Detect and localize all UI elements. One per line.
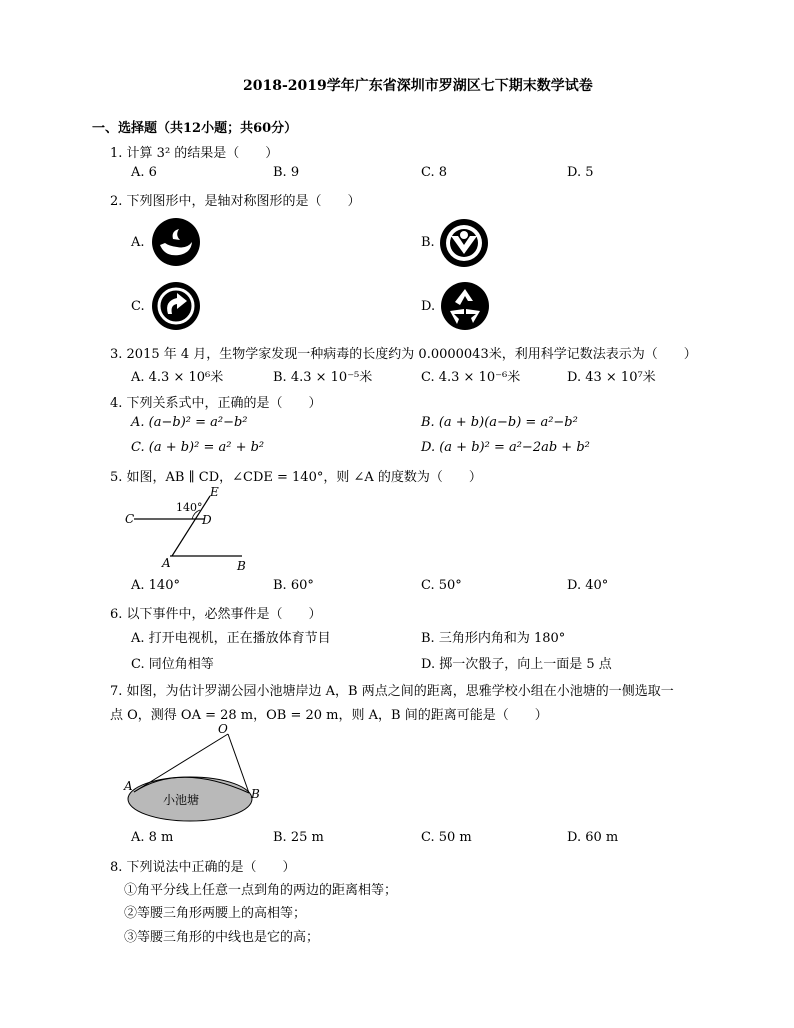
q7-label-o: O xyxy=(218,722,228,736)
q7-option-c: C. 50 m xyxy=(421,830,472,845)
q7-pond-label: 小池塘 xyxy=(163,793,200,807)
q6-option-c: C. 同位角相等 xyxy=(131,657,214,672)
question-1-stem: 1. 计算 3² 的结果是（ ） xyxy=(110,146,279,161)
question-5-stem: 5. 如图，AB ∥ CD，∠CDE = 140°，则 ∠A 的度数为（ ） xyxy=(110,470,482,485)
q5-label-b: B xyxy=(237,559,246,573)
q1-option-b: B. 9 xyxy=(273,165,300,180)
q1-option-a: A. 6 xyxy=(131,165,157,180)
q2-symbol-c xyxy=(151,281,201,331)
q3-option-b: B. 4.3 × 10⁻⁵米 xyxy=(273,370,373,385)
q4-option-a: A. (a−b)² = a²−b² xyxy=(131,415,248,430)
question-7-stem-line1: 7. 如图，为估计罗湖公园小池塘岸边 A，B 两点之间的距离，思雅学校小组在小池塘的一侧选取一 xyxy=(110,684,674,699)
question-7-stem-line2: 点 O，测得 OA = 28 m，OB = 20 m，则 A，B 间的距离可能是（ ） xyxy=(110,708,548,723)
section-heading: 一、选择题（共12小题；共60分） xyxy=(92,121,298,136)
q5-option-c: C. 50° xyxy=(421,578,462,593)
q6-option-d: D. 掷一次骰子，向上一面是 5 点 xyxy=(421,657,612,672)
q8-statement-1: ①角平分线上任意一点到角的两边的距离相等； xyxy=(124,883,398,898)
q4-option-d: D. (a + b)² = a²−2ab + b² xyxy=(421,440,590,455)
q5-label-e: E xyxy=(210,485,219,499)
q3-option-a: A. 4.3 × 10⁶米 xyxy=(131,370,224,385)
q3-option-d: D. 43 × 10⁷米 xyxy=(567,370,656,385)
q7-option-a: A. 8 m xyxy=(131,830,174,845)
q2-option-c: C. xyxy=(131,299,145,314)
q7-label-a: A xyxy=(124,779,133,793)
question-8-stem: 8. 下列说法中正确的是（ ） xyxy=(110,860,296,875)
question-6-stem: 6. 以下事件中，必然事件是（ ） xyxy=(110,607,322,622)
question-4-stem: 4. 下列关系式中，正确的是（ ） xyxy=(110,396,322,411)
q4-option-c: C. (a + b)² = a² + b² xyxy=(131,440,265,455)
q7-option-d: D. 60 m xyxy=(567,830,619,845)
q5-label-c: C xyxy=(125,512,135,526)
q5-option-d: D. 40° xyxy=(567,578,609,593)
q8-statement-2: ②等腰三角形两腰上的高相等； xyxy=(124,906,307,921)
q2-symbol-a xyxy=(151,217,201,267)
q5-label-a: A xyxy=(162,556,171,570)
q2-symbol-d xyxy=(440,281,490,331)
q5-angle-label: 140° xyxy=(176,501,203,514)
q6-option-a: A. 打开电视机，正在播放体育节目 xyxy=(131,631,331,646)
q1-option-d: D. 5 xyxy=(567,165,594,180)
q4-option-b: B. (a + b)(a−b) = a²−b² xyxy=(421,415,578,430)
q5-label-d: D xyxy=(202,513,212,527)
q7-figure xyxy=(120,720,270,828)
q5-option-a: A. 140° xyxy=(131,578,180,593)
q5-option-b: B. 60° xyxy=(273,578,314,593)
question-2-stem: 2. 下列图形中，是轴对称图形的是（ ） xyxy=(110,194,361,209)
q2-option-a: A. xyxy=(131,235,145,250)
question-3-stem: 3. 2015 年 4 月，生物学家发现一种病毒的长度约为 0.0000043米，利用科学记数法表示为（ ） xyxy=(110,347,697,362)
q6-option-b: B. 三角形内角和为 180° xyxy=(421,631,566,646)
q8-statement-3: ③等腰三角形的中线也是它的高； xyxy=(124,930,320,945)
q7-option-b: B. 25 m xyxy=(273,830,324,845)
q5-figure xyxy=(122,484,252,574)
q1-option-c: C. 8 xyxy=(421,165,448,180)
q2-symbol-b xyxy=(439,218,489,268)
q2-option-b: B. xyxy=(421,235,435,250)
q2-option-d: D. xyxy=(421,299,436,314)
q7-label-b: B xyxy=(251,787,260,801)
page-title: 2018-2019学年广东省深圳市罗湖区七下期末数学试卷 xyxy=(243,78,593,94)
q3-option-c: C. 4.3 × 10⁻⁶米 xyxy=(421,370,521,385)
